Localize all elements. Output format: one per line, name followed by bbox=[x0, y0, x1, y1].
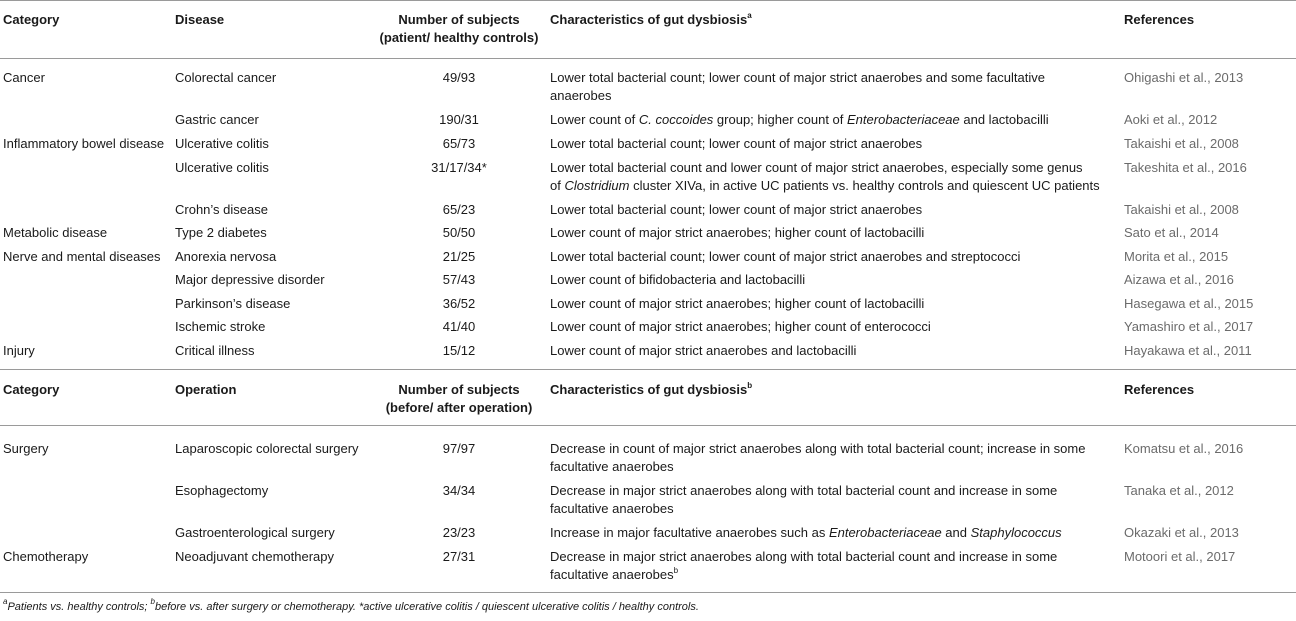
row-category: Cancer bbox=[3, 70, 45, 85]
row-characteristics-text: cluster XIVa, in active UC patients vs. healthy controls and quiescent UC patients bbox=[629, 178, 1100, 193]
row-disease: Anorexia nervosa bbox=[175, 249, 277, 264]
footnote-text-b: before vs. after surgery or chemotherapy. *active ulcerative colitis / quiescent ulcerative colitis / healthy controls. bbox=[154, 601, 699, 613]
row-characteristics-line1: Decrease in count of major strict anaerobes along with total bacterial count; increase in some bbox=[550, 441, 1086, 456]
row-reference: Ohigashi et al., 2013 bbox=[1124, 70, 1244, 85]
row-number: 49/93 bbox=[442, 70, 476, 85]
row-characteristics-text: Increase in major facultative anaerobes such as bbox=[550, 525, 829, 540]
row-number: 31/17/34* bbox=[431, 160, 487, 175]
row-characteristics-italic: Enterobacteriaceae bbox=[828, 525, 942, 540]
row-characteristics-line1: Lower count of major strict anaerobes; higher count of lactobacilli bbox=[550, 296, 925, 311]
row-characteristics bbox=[550, 135, 1125, 153]
header-number-line1: Number of subjects bbox=[398, 382, 520, 397]
row-category: Metabolic disease bbox=[3, 225, 108, 240]
row-disease: Gastric cancer bbox=[175, 112, 259, 127]
row-reference: Aizawa et al., 2016 bbox=[1124, 272, 1234, 287]
row-category: Surgery bbox=[3, 441, 49, 456]
row-characteristics bbox=[550, 271, 1125, 289]
row-number: 27/31 bbox=[442, 549, 476, 564]
footnote-sup-a: a bbox=[3, 597, 8, 606]
row-number: 65/23 bbox=[442, 202, 476, 217]
row-characteristics-line1: Lower total bacterial count and lower count of major strict anaerobes, especially some genus bbox=[550, 160, 1083, 175]
header-characteristics-label: Characteristics of gut dysbiosis bbox=[550, 12, 748, 27]
row-reference: Takaishi et al., 2008 bbox=[1124, 202, 1239, 217]
row-reference: Sato et al., 2014 bbox=[1124, 225, 1219, 240]
row-operation: Neoadjuvant chemotherapy bbox=[175, 549, 334, 564]
row-characteristics-text: and lactobacilli bbox=[959, 112, 1049, 127]
row-characteristics-line1: Lower total bacterial count; lower count of major strict anaerobes bbox=[550, 136, 923, 151]
header-number bbox=[370, 11, 548, 47]
top-rule bbox=[0, 0, 1296, 1]
section-rule bbox=[0, 369, 1296, 370]
row-characteristics-text: of bbox=[550, 178, 565, 193]
row-characteristics-line1: Lower count of major strict anaerobes and lactobacilli bbox=[550, 343, 857, 358]
row-characteristics bbox=[550, 482, 1125, 518]
row-number: 65/73 bbox=[442, 136, 476, 151]
header-rule bbox=[0, 58, 1296, 59]
table-footnote bbox=[3, 597, 699, 614]
footnote-text-a: Patients vs. healthy controls; bbox=[7, 601, 151, 613]
header-characteristics-sup: b bbox=[747, 381, 753, 390]
row-number: 190/31 bbox=[439, 112, 479, 127]
header-characteristics-label: Characteristics of gut dysbiosis bbox=[550, 382, 748, 397]
row-characteristics bbox=[550, 548, 1125, 584]
row-number: 41/40 bbox=[442, 319, 476, 334]
row-number: 36/52 bbox=[442, 296, 476, 311]
header-category: Category bbox=[3, 12, 60, 27]
row-characteristics bbox=[550, 69, 1125, 105]
row-characteristics-line1: Lower total bacterial count; lower count of major strict anaerobes bbox=[550, 202, 923, 217]
header-characteristics-sup: a bbox=[747, 11, 752, 20]
row-characteristics-italic: Enterobacteriaceae bbox=[847, 112, 960, 127]
row-disease: Ischemic stroke bbox=[175, 319, 266, 334]
row-number: 57/43 bbox=[442, 272, 476, 287]
header-characteristics bbox=[550, 11, 1125, 29]
row-reference: Morita et al., 2015 bbox=[1124, 249, 1229, 264]
header-rule bbox=[0, 425, 1296, 426]
row-disease: Parkinson’s disease bbox=[175, 296, 291, 311]
row-characteristics-line2: anaerobes bbox=[550, 88, 612, 103]
row-operation: Laparoscopic colorectal surgery bbox=[175, 441, 359, 456]
row-disease: Crohn’s disease bbox=[175, 202, 268, 217]
row-characteristics-italic: Clostridium bbox=[564, 178, 630, 193]
row-characteristics-text: and bbox=[941, 525, 971, 540]
row-category: Nerve and mental diseases bbox=[3, 249, 161, 264]
row-number: 15/12 bbox=[442, 343, 476, 358]
row-characteristics bbox=[550, 159, 1125, 195]
row-reference: Motoori et al., 2017 bbox=[1124, 549, 1236, 564]
row-number: 23/23 bbox=[442, 525, 476, 540]
row-number: 50/50 bbox=[442, 225, 476, 240]
row-characteristics-text: group; higher count of bbox=[713, 112, 848, 127]
header-number-line2: (patient/ healthy controls) bbox=[379, 30, 539, 45]
row-disease: Ulcerative colitis bbox=[175, 160, 269, 175]
footnote-sup-b: b bbox=[150, 597, 155, 606]
row-reference: Okazaki et al., 2013 bbox=[1124, 525, 1239, 540]
row-disease: Type 2 diabetes bbox=[175, 225, 267, 240]
row-reference: Hayakawa et al., 2011 bbox=[1124, 343, 1252, 358]
header-number bbox=[370, 381, 548, 417]
header-operation: Operation bbox=[175, 382, 237, 397]
row-number: 21/25 bbox=[442, 249, 476, 264]
row-characteristics-line2: facultative anaerobes bbox=[550, 459, 674, 474]
row-reference: Komatsu et al., 2016 bbox=[1124, 441, 1244, 456]
row-characteristics bbox=[550, 318, 1125, 336]
row-reference: Yamashiro et al., 2017 bbox=[1124, 319, 1254, 334]
row-characteristics-line1: Lower total bacterial count; lower count of major strict anaerobes and streptococci bbox=[550, 249, 1021, 264]
row-characteristics-line1: Lower count of major strict anaerobes; higher count of enterococci bbox=[550, 319, 931, 334]
row-characteristics bbox=[550, 524, 1125, 542]
bottom-rule bbox=[0, 592, 1296, 593]
row-characteristics-line2: facultative anaerobes bbox=[550, 501, 674, 516]
row-category: Inflammatory bowel disease bbox=[3, 136, 165, 151]
row-category: Chemotherapy bbox=[3, 549, 89, 564]
row-characteristics bbox=[550, 440, 1125, 476]
row-characteristics-italic: C. coccoides bbox=[638, 112, 714, 127]
row-disease: Major depressive disorder bbox=[175, 272, 325, 287]
row-characteristics bbox=[550, 201, 1125, 219]
row-disease: Ulcerative colitis bbox=[175, 136, 269, 151]
row-characteristics-italic: Staphylococcus bbox=[970, 525, 1062, 540]
header-references: References bbox=[1124, 12, 1195, 27]
header-category: Category bbox=[3, 382, 60, 397]
row-number: 34/34 bbox=[442, 483, 476, 498]
row-characteristics-line2: facultative anaerobes bbox=[550, 567, 674, 582]
row-disease: Critical illness bbox=[175, 343, 255, 358]
row-characteristics-sup: b bbox=[673, 566, 679, 575]
header-references: References bbox=[1124, 382, 1195, 397]
header-number-line1: Number of subjects bbox=[398, 12, 520, 27]
header-characteristics bbox=[550, 381, 1125, 399]
row-reference: Hasegawa et al., 2015 bbox=[1124, 296, 1254, 311]
row-characteristics-line1: Lower total bacterial count; lower count of major strict anaerobes and some facultative bbox=[550, 70, 1045, 85]
row-characteristics bbox=[550, 342, 1125, 360]
row-disease: Colorectal cancer bbox=[175, 70, 277, 85]
row-reference: Tanaka et al., 2012 bbox=[1124, 483, 1234, 498]
row-characteristics-line1: Decrease in major strict anaerobes along with total bacterial count and increase in some bbox=[550, 483, 1058, 498]
row-category: Injury bbox=[3, 343, 35, 358]
row-operation: Esophagectomy bbox=[175, 483, 269, 498]
header-disease: Disease bbox=[175, 12, 225, 27]
row-operation: Gastroenterological surgery bbox=[175, 525, 335, 540]
row-characteristics-text: Lower count of bbox=[550, 112, 639, 127]
row-number: 97/97 bbox=[442, 441, 476, 456]
row-characteristics-line1: Decrease in major strict anaerobes along with total bacterial count and increase in some bbox=[550, 549, 1058, 564]
row-characteristics bbox=[550, 295, 1125, 313]
row-characteristics bbox=[550, 111, 1125, 129]
row-reference: Aoki et al., 2012 bbox=[1124, 112, 1218, 127]
row-characteristics bbox=[550, 224, 1125, 242]
row-characteristics-line1: Lower count of major strict anaerobes; higher count of lactobacilli bbox=[550, 225, 925, 240]
row-reference: Takeshita et al., 2016 bbox=[1124, 160, 1247, 175]
row-reference: Takaishi et al., 2008 bbox=[1124, 136, 1239, 151]
header-number-line2: (before/ after operation) bbox=[385, 400, 533, 415]
row-characteristics-line1: Lower count of bifidobacteria and lactobacilli bbox=[550, 272, 806, 287]
row-characteristics bbox=[550, 248, 1125, 266]
